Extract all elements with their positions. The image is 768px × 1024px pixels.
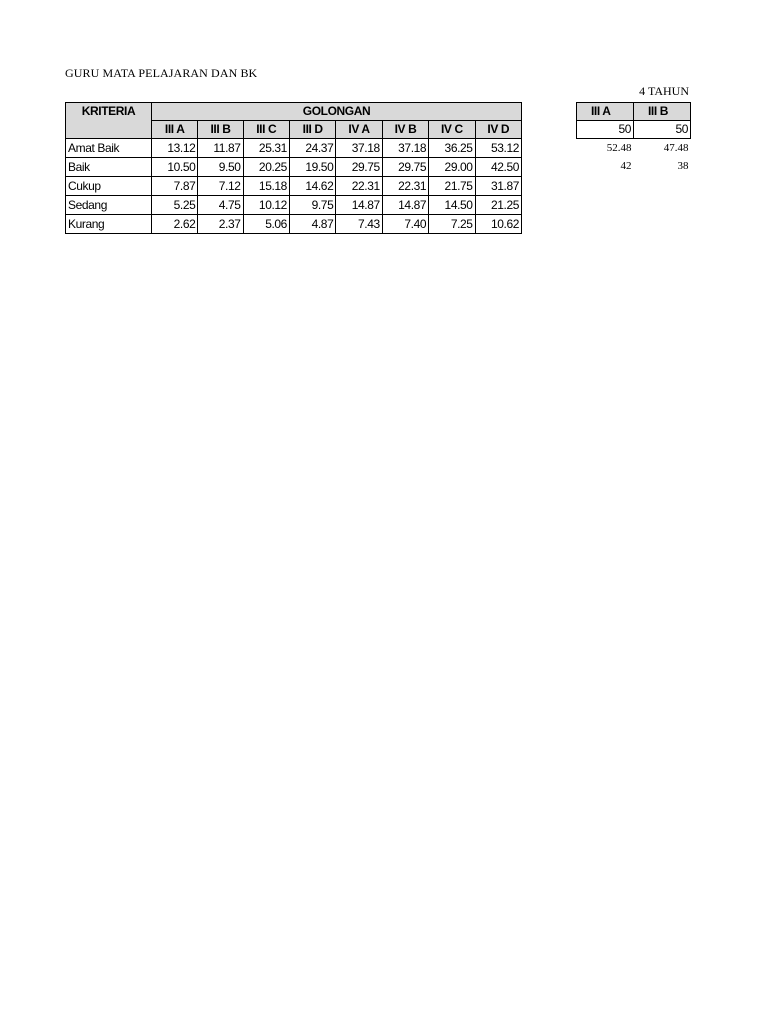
side-extra-cell: 52.48 xyxy=(606,142,632,154)
table-cell: 7.87 xyxy=(152,177,198,196)
header-row-golongan xyxy=(66,103,522,121)
row-label: Baik xyxy=(66,158,152,177)
table-cell: 21.25 xyxy=(475,196,521,215)
table-cell: 10.50 xyxy=(152,158,198,177)
table-cell: 4.87 xyxy=(289,215,335,234)
table-cell: 42.50 xyxy=(475,158,521,177)
table-cell: 10.12 xyxy=(243,196,289,215)
side-value-cell: 50 xyxy=(634,121,691,139)
table-cell: 29.75 xyxy=(382,158,428,177)
column-header: IV A xyxy=(336,121,382,139)
table-cell: 37.18 xyxy=(382,139,428,158)
column-header: III D xyxy=(289,121,335,139)
table-cell: 25.31 xyxy=(243,139,289,158)
table-row xyxy=(66,196,522,215)
side-extra-row xyxy=(577,139,691,158)
table-cell: 5.06 xyxy=(243,215,289,234)
table-cell: 2.62 xyxy=(152,215,198,234)
document-title: GURU MATA PELAJARAN DAN BK xyxy=(65,66,258,80)
table-cell: 53.12 xyxy=(475,139,521,158)
column-header: IV B xyxy=(382,121,428,139)
table-cell: 11.87 xyxy=(198,139,243,158)
column-header: III B xyxy=(198,121,243,139)
table-row xyxy=(66,158,522,177)
table-cell: 36.25 xyxy=(429,139,475,158)
table-cell: 9.75 xyxy=(289,196,335,215)
kriteria-header: KRITERIA xyxy=(66,103,152,139)
side-extra-cell: 42 xyxy=(620,160,632,172)
row-label: Cukup xyxy=(66,177,152,196)
table-cell: 31.87 xyxy=(475,177,521,196)
table-cell: 15.18 xyxy=(243,177,289,196)
column-header: III A xyxy=(152,121,198,139)
table-row xyxy=(66,215,522,234)
table-cell: 14.50 xyxy=(429,196,475,215)
table-cell: 4.75 xyxy=(198,196,243,215)
table-cell: 22.31 xyxy=(382,177,428,196)
table-cell: 9.50 xyxy=(198,158,243,177)
side-value-row xyxy=(577,121,691,139)
table-cell: 13.12 xyxy=(152,139,198,158)
tahun-label: 4 TAHUN xyxy=(639,84,689,98)
row-label: Amat Baik xyxy=(66,139,152,158)
column-header: III C xyxy=(243,121,289,139)
table-cell: 19.50 xyxy=(289,158,335,177)
side-column-header: III A xyxy=(577,103,634,121)
table-cell: 7.43 xyxy=(336,215,382,234)
criteria-table xyxy=(65,102,522,234)
side-header-row xyxy=(577,103,691,121)
side-extra-row xyxy=(577,157,691,175)
table-cell: 7.40 xyxy=(382,215,428,234)
table-cell: 22.31 xyxy=(336,177,382,196)
side-extra-cell: 47.48 xyxy=(663,142,689,154)
table-cell: 29.00 xyxy=(429,158,475,177)
table-cell: 14.87 xyxy=(336,196,382,215)
row-label: Sedang xyxy=(66,196,152,215)
table-cell: 7.12 xyxy=(198,177,243,196)
side-extra-cell: 38 xyxy=(677,160,689,172)
table-cell: 37.18 xyxy=(336,139,382,158)
golongan-header: GOLONGAN xyxy=(152,103,522,121)
side-table xyxy=(576,102,691,175)
table-cell: 24.37 xyxy=(289,139,335,158)
column-header: IV C xyxy=(429,121,475,139)
table-row xyxy=(66,177,522,196)
side-column-header: III B xyxy=(634,103,691,121)
table-cell: 10.62 xyxy=(475,215,521,234)
row-label: Kurang xyxy=(66,215,152,234)
table-cell: 2.37 xyxy=(198,215,243,234)
table-cell: 5.25 xyxy=(152,196,198,215)
table-cell: 29.75 xyxy=(336,158,382,177)
table-cell: 7.25 xyxy=(429,215,475,234)
table-cell: 21.75 xyxy=(429,177,475,196)
column-header: IV D xyxy=(475,121,521,139)
table-cell: 14.62 xyxy=(289,177,335,196)
table-cell: 20.25 xyxy=(243,158,289,177)
side-value-cell: 50 xyxy=(577,121,634,139)
table-row xyxy=(66,139,522,158)
table-cell: 14.87 xyxy=(382,196,428,215)
